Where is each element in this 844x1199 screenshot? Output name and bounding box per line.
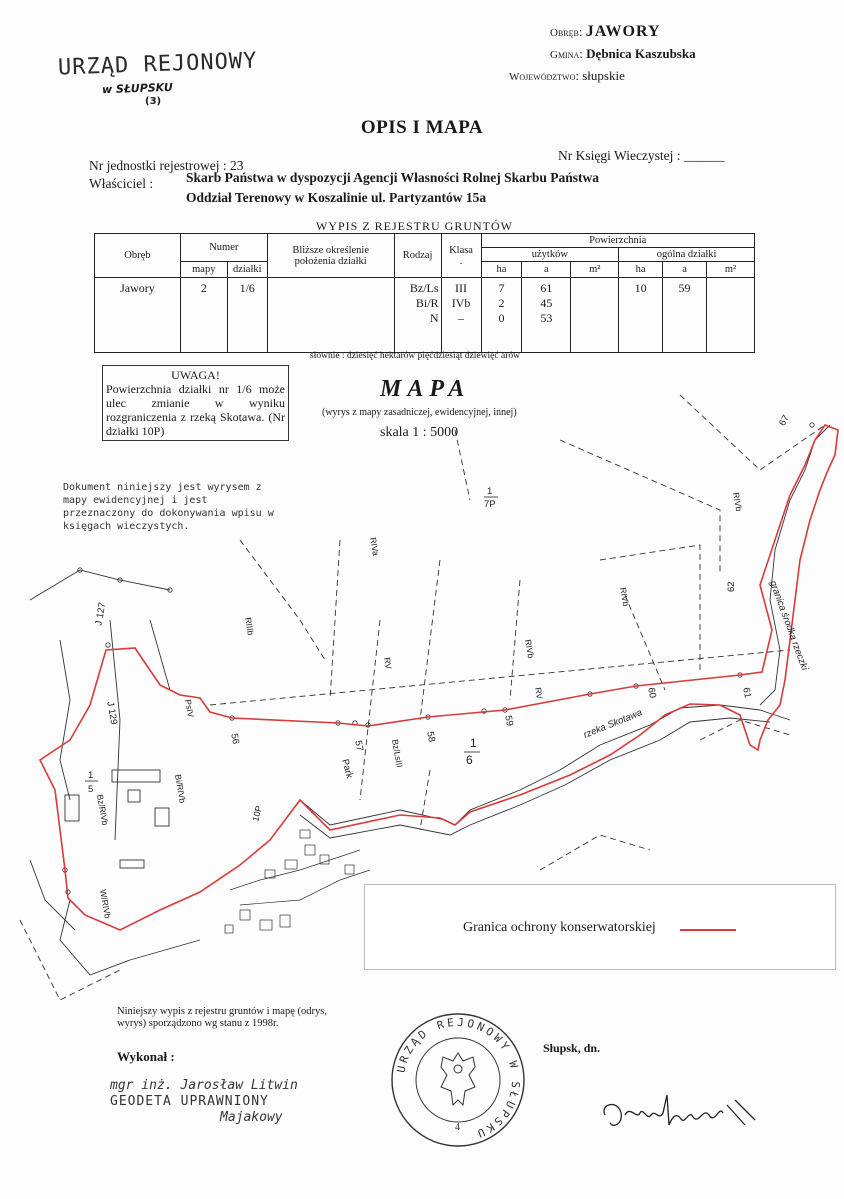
house	[345, 865, 354, 874]
parcel-line	[420, 770, 430, 830]
cell-dzialki: 1/6	[227, 278, 267, 353]
cell-total-ha: 10	[619, 278, 663, 353]
building	[120, 860, 144, 868]
header-numer: Numer	[180, 234, 267, 262]
rivb-label-2: RIVb	[618, 586, 632, 607]
rivb-label-1: RIVb	[731, 491, 745, 512]
header-mapy: mapy	[180, 262, 227, 278]
header-klasa: Klasa .	[441, 234, 481, 278]
office-stamp: URZĄD REJONOWY	[57, 48, 258, 81]
house	[300, 830, 310, 838]
survey-line	[60, 640, 70, 800]
park-label: Park	[339, 757, 355, 780]
point-57: 57	[352, 739, 366, 752]
house	[260, 920, 272, 930]
owner-label: Właściciel :	[89, 176, 154, 191]
building	[128, 790, 140, 802]
label-j129: J 129	[104, 700, 120, 726]
street-line	[240, 870, 370, 905]
header-ha: ha	[481, 262, 522, 278]
uwaga-heading: UWAGA!	[171, 368, 220, 382]
uwaga-text: Powierzchnia działki nr 1/6 może ulec zmianie w wyniku rozgraniczenia z rzeką Skotawa. (Nr działki 10P)	[106, 382, 285, 438]
riva-label: RIVa	[368, 536, 382, 557]
surveyor-stamp: mgr inż. Jarosław Litwin GEODETA UPRAWNIONY Majakowy	[110, 1078, 298, 1125]
legend-label: Granica ochrony konserwatorskiej	[463, 920, 656, 935]
parcel-10p-label: 10P	[250, 804, 265, 823]
map-scale: skala 1 : 5000	[380, 425, 459, 440]
house	[285, 860, 297, 869]
main-parcel-bottom: 6	[466, 753, 473, 767]
rv-label-1: RV	[382, 656, 394, 670]
point-56: 56	[228, 732, 242, 745]
parcel-line	[680, 395, 825, 470]
gmina-header: Gmina: Dębnica Kaszubska	[550, 46, 696, 61]
parcel-line	[240, 540, 325, 660]
owner-line-1: Skarb Państwa w dyspozycji Agencji Własności Rolnej Skarbu Państwa	[186, 170, 600, 185]
page-title: OPIS I MAPA	[360, 117, 484, 138]
fraction-top-label: 1	[487, 486, 493, 497]
header-ha-total: ha	[619, 262, 663, 278]
signature	[595, 1085, 775, 1145]
official-seal	[383, 1005, 533, 1155]
house	[305, 845, 315, 855]
river-bank	[300, 705, 790, 825]
land-register-table	[94, 233, 755, 353]
parcel-line	[360, 620, 380, 800]
cell-klasa: III IVb –	[441, 278, 481, 353]
header-a: a	[522, 262, 571, 278]
wojewodztwo-header: Województwo: słupskie	[509, 68, 625, 83]
header-a-total: a	[663, 262, 707, 278]
psiv-label: PsIV	[183, 698, 196, 719]
header-dzialki: działki	[227, 262, 267, 278]
parcel-line	[210, 650, 790, 705]
footer-note: Niniejszy wypis z rejestru gruntów i mapę (odrys, wyrys) sporządzono wg stanu z 1998r.	[117, 1006, 327, 1029]
prepared-by-label: Wykonał :	[117, 1049, 175, 1064]
obreb-header: Obręb: JAWORY	[550, 23, 661, 40]
house	[225, 925, 233, 933]
header-m2: m²	[571, 262, 619, 278]
cell-ha: 7 2 0	[481, 278, 522, 353]
header-blizsze: Bliższe określenie położenia działki	[267, 234, 394, 278]
parcel-line	[420, 560, 440, 720]
building	[155, 808, 169, 826]
riiib-label: RIIIb	[243, 616, 256, 637]
small-parcel-bottom: 5	[88, 784, 94, 795]
conservation-boundary	[40, 425, 838, 930]
cell-blizsze	[267, 278, 394, 353]
parcel-line	[540, 835, 650, 870]
eagle-emblem	[441, 1053, 475, 1105]
cell-m2	[571, 278, 619, 353]
small-parcel-top: 1	[88, 770, 94, 781]
point-62: 62	[726, 581, 737, 592]
parcel-line	[330, 540, 340, 700]
rv-label-2: RV	[533, 686, 545, 700]
point-58: 58	[424, 730, 438, 743]
bi-rivb-label: Bi/RIVb	[173, 773, 188, 804]
bz-rivb-label: Bz/RIVb	[95, 793, 111, 827]
bzls-label: Bz/LsIII	[390, 738, 405, 769]
main-parcel-top: 1	[470, 736, 477, 750]
parcel-line	[455, 430, 470, 500]
survey-line	[30, 570, 170, 600]
owner-line-2: Oddział Terenowy w Koszalinie ul. Partyzantów 15a	[186, 190, 487, 205]
house	[280, 915, 290, 927]
header-rodzaj: Rodzaj	[394, 234, 441, 278]
office-stamp-city: w SŁUPSKU	[101, 80, 173, 97]
street-line	[230, 850, 360, 890]
house	[240, 910, 250, 920]
table-title: WYPIS Z REJESTRU GRUNTÓW	[316, 219, 513, 233]
parcel-line	[625, 595, 665, 690]
cell-total-a: 59	[663, 278, 707, 353]
rivb-label-3: RIVb	[523, 638, 537, 659]
point-59: 59	[502, 714, 516, 727]
parcel-line	[20, 920, 120, 1000]
label-j127: J 127	[93, 601, 109, 627]
parcel-line	[510, 580, 520, 700]
map-subtitle: (wyrys z mapy zasadniczej, ewidencyjnej, innej)	[322, 407, 517, 418]
river-bank	[300, 718, 770, 838]
river-label: rzeka Skotawa	[582, 707, 644, 741]
header-m2-total: m²	[707, 262, 755, 278]
kw-number: Nr Księgi Wieczystej : ______	[558, 148, 725, 163]
cell-total-m2	[707, 278, 755, 353]
point-60: 60	[645, 686, 659, 699]
legend-line-swatch	[680, 929, 736, 931]
w-rivb-label: W/RIVb	[98, 888, 113, 920]
parcel-line	[560, 440, 720, 575]
point-67: 67	[777, 413, 792, 428]
cell-mapy: 2	[180, 278, 227, 353]
building	[65, 795, 79, 821]
building	[112, 770, 160, 782]
cell-obreb: Jawory	[95, 278, 181, 353]
document-note: Dokument niniejszy jest wyrysem z mapy ewidencyjnej i jest przeznaczony do dokonywania wpisu w księgach wieczystych.	[63, 482, 274, 532]
map-title: MAPA	[380, 376, 471, 402]
header-ogolna: ogólna działki	[619, 248, 755, 262]
header-powierzchnia: Powierzchnia	[481, 234, 755, 248]
place-date-label: Słupsk, dn.	[543, 1041, 601, 1055]
fraction-bottom-label: 7P	[484, 499, 496, 510]
header-uzytkow: użytków	[481, 248, 619, 262]
survey-line	[110, 620, 120, 840]
unit-number: Nr jednostki rejestrowej : 23	[89, 158, 244, 173]
survey-line	[150, 620, 170, 690]
cell-rodzaj: Bz/Ls Bi/R N	[394, 278, 441, 353]
cell-a: 61 45 53	[522, 278, 571, 353]
parcel-line	[600, 545, 700, 670]
header-obreb: Obręb	[95, 234, 181, 278]
seal-text: URZĄD REJONOWY W SŁUPSKU	[394, 1015, 523, 1142]
river-bank	[760, 425, 830, 705]
area-in-words: słownie : dziesięć hektarów pięćdziesiąt dziewięć arów	[310, 351, 520, 361]
office-stamp-number: (3)	[145, 96, 162, 107]
point-61: 61	[740, 686, 754, 699]
seal-number: 4	[455, 1122, 460, 1133]
river-center-label: granica środka rzeczki	[767, 579, 810, 672]
